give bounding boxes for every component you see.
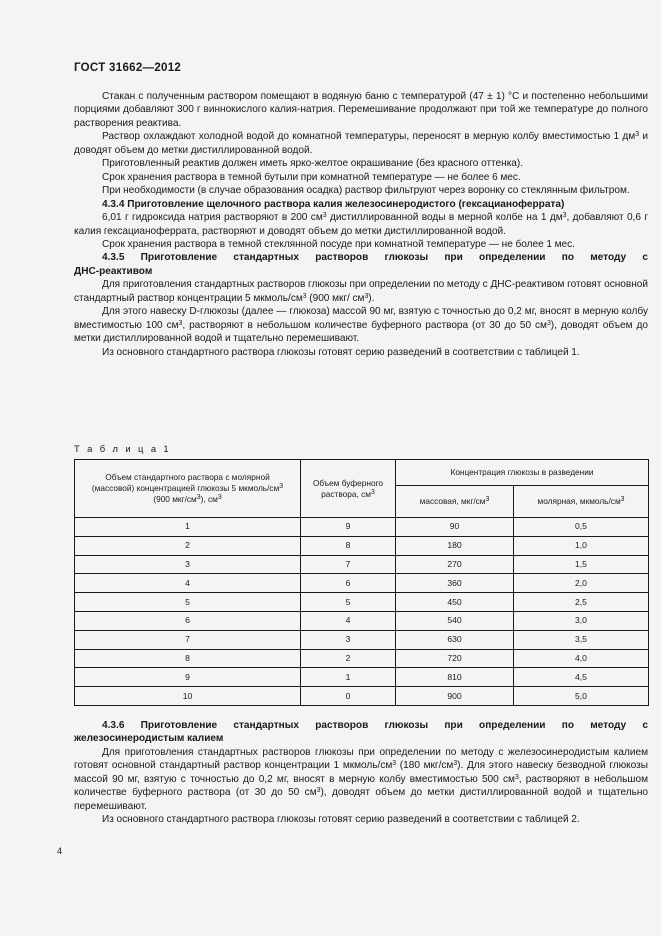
cell-mass-concentration: 450 [396, 593, 514, 612]
th-mass-concentration [396, 486, 514, 518]
cell-buffer-volume: 8 [301, 536, 396, 555]
sup-cubic-5: 3 [485, 496, 490, 504]
cell-molar-concentration: 3,5 [514, 630, 649, 649]
cell-buffer-volume: 7 [301, 555, 396, 574]
table-body [75, 518, 649, 706]
sup-cubic-4: 3 [370, 488, 375, 496]
cell-buffer-volume: 5 [301, 593, 396, 612]
table-row [75, 630, 649, 649]
paragraph-water-bath: Стакан с полученным раствором помещают в водяную баню с температурой (47 ± 1) °С и постепенно небольшими порциями добавляют 300 г виннокислого калия-натрия. Перемешивание продолжают при той же температуре до полного растворения реактива. [74, 91, 648, 129]
cell-mass-concentration: 270 [396, 555, 514, 574]
cell-mass-concentration: 810 [396, 668, 514, 687]
cell-buffer-volume: 6 [301, 574, 396, 593]
cell-buffer-volume: 4 [301, 611, 396, 630]
cell-molar-concentration: 3,0 [514, 611, 649, 630]
standard-header: ГОСТ 31662—2012 [74, 62, 182, 74]
cell-buffer-volume: 2 [301, 649, 396, 668]
paragraph-435-stock-solution: Для приготовления стандартных растворов глюкозы при определении по методу с ДНС-реактивом готовят основной стандартный раствор концентрации 5 мкмоль/$см^3$ (900 мкг/ $см^3$). [74, 279, 648, 304]
th-buffer-volume [301, 460, 396, 518]
th-line-2: (массовой) концентрацией глюкозы 5 мкмоль/см [91, 483, 280, 493]
table-glucose-dilutions-1 [74, 459, 649, 706]
table-1-caption: Т а б л и ц а 1 [74, 443, 172, 454]
table-row [75, 593, 649, 612]
sup-cubic-3: 3 [217, 493, 222, 501]
cell-standard-volume: 4 [75, 574, 301, 593]
cell-buffer-volume: 3 [301, 630, 396, 649]
heading-435-line1: 4.3.5 Приготовление стандартных растворов глюкозы при определении по методу с [102, 252, 648, 264]
cell-mass-concentration: 90 [396, 518, 514, 537]
table-row [75, 611, 649, 630]
cell-mass-concentration: 900 [396, 687, 514, 706]
th-line-3: (900 мкг/см [153, 494, 197, 504]
cell-standard-volume: 5 [75, 593, 301, 612]
th-molar-concentration [514, 486, 649, 518]
cell-mass-concentration: 360 [396, 574, 514, 593]
cell-standard-volume: 1 [75, 518, 301, 537]
paragraph-filtering: При необходимости (в случае образования осадка) раствор фильтруют через воронку со стеклянным фильтром. [102, 185, 630, 197]
heading-435-line2: ДНС-реактивом [74, 265, 153, 277]
th-buffer-line-1: Объем буферного [312, 477, 384, 488]
paragraph-storage-period: Срок хранения раствора в темной бутыли при комнатной температуре — не более 6 мес. [102, 171, 521, 183]
cell-molar-concentration: 1,0 [514, 536, 649, 555]
cell-molar-concentration: 0,5 [514, 518, 649, 537]
paragraph-435-dilutions: Из основного стандартного раствора глюкозы готовят серию разведений в соответствии с таблицей 1. [102, 346, 580, 358]
cell-mass-concentration: 630 [396, 630, 514, 649]
th-mass-label: массовая, мкг/см [419, 496, 486, 507]
sup-cubic-1: 3 [279, 482, 284, 490]
cell-standard-volume: 6 [75, 611, 301, 630]
sup-cubic-6: 3 [620, 496, 625, 504]
table-header [75, 460, 649, 518]
cell-buffer-volume: 9 [301, 518, 396, 537]
cell-standard-volume: 8 [75, 649, 301, 668]
cell-standard-volume: 7 [75, 630, 301, 649]
table-row [75, 555, 649, 574]
cell-molar-concentration: 2,0 [514, 574, 649, 593]
cell-molar-concentration: 4,0 [514, 649, 649, 668]
cell-mass-concentration: 540 [396, 611, 514, 630]
paragraph-435-weighing: Для этого навеску D-глюкозы (далее — глюкоза) массой 90 мг, взятую с точностью до 0,2 мг, вносят в мерную колбу вместимостью 100 $см^3$, растворяют в небольшом количестве буферного раствора (от 30 до 50 $см^3$), доводят объем до метки дистиллированной водой и тщательно перемешивают. [74, 306, 648, 345]
table-header-row-1 [75, 460, 649, 486]
table-row [75, 687, 649, 706]
body-text-block [74, 90, 648, 359]
paragraph-434-preparation: 6,01 г гидроксида натрия растворяют в 200 $см^3$ дистиллированной воды в мерной колбе на 1 $дм^3$, добавляют 0,6 г калия гексацианоферрата, растворяют и доводят объем до метки дистиллированной водой. [74, 211, 648, 237]
table-row [75, 574, 649, 593]
cell-standard-volume: 10 [75, 687, 301, 706]
th-standard-solution-volume [75, 460, 301, 518]
table-row [75, 649, 649, 668]
th-line-1: Объем стандартного раствора с молярной [105, 472, 270, 482]
heading-436-line1: 4.3.6 Приготовление стандартных растворов глюкозы при определении по методу с [102, 720, 648, 731]
paragraph-cooling: Раствор охлаждают холодной водой до комнатной температуры, переносят в мерную колбу вместимостью 1 $дм^3$ и доводят объем до метки дистиллированной водой. [74, 131, 648, 156]
th-glucose-concentration-group: Концентрация глюкозы в разведении [396, 460, 649, 486]
cell-molar-concentration: 1,5 [514, 555, 649, 574]
page-number: 4 [57, 846, 63, 856]
cell-standard-volume: 3 [75, 555, 301, 574]
cell-mass-concentration: 720 [396, 649, 514, 668]
table-row [75, 668, 649, 687]
table-row [75, 536, 649, 555]
section-436-block [74, 719, 648, 827]
cell-standard-volume: 9 [75, 668, 301, 687]
heading-436-line2: железосинеродистым калием [74, 733, 224, 745]
cell-mass-concentration: 180 [396, 536, 514, 555]
paragraph-reagent-color: Приготовленный реактив должен иметь ярко-желтое окрашивание (без красного оттенка). [102, 158, 524, 170]
th-molar-label: молярная, мкмоль/см [537, 496, 621, 507]
cell-molar-concentration: 2,5 [514, 593, 649, 612]
cell-buffer-volume: 1 [301, 668, 396, 687]
heading-434: 4.3.4 Приготовление щелочного раствора калия железосинеродистого (гексацианоферрата) [102, 198, 565, 210]
paragraph-436-stock-solution: Для приготовления стандартных растворов глюкозы при определении по методу с железосинеродистым калием готовят основной стандартный раствор концентрации 1 мкмоль/$см^3$ (180 мкг/$см^3$). Для этого навеску безводной глюкозы массой 90 мг, взятую с точностью до 0,2 мг, вносят в мерную колбу вместимостью 500 $см^3$, растворяют в небольшом количестве буферного раствора (от 30 до 50 $см^3$), доводят объем до метки дистиллированной водой и тщательно перемешивают. [74, 746, 649, 812]
sup-cubic-2: 3 [196, 493, 201, 501]
cell-molar-concentration: 5,0 [514, 687, 649, 706]
table-row [75, 518, 649, 537]
cell-molar-concentration: 4,5 [514, 668, 649, 687]
cell-standard-volume: 2 [75, 536, 301, 555]
th-line-4: ), см [200, 494, 218, 504]
th-buffer-line-2: раствора, см [321, 488, 371, 499]
paragraph-436-dilutions: Из основного стандартного раствора глюкозы готовят серию разведений в соответствии с таблицей 2. [102, 814, 580, 826]
cell-buffer-volume: 0 [301, 687, 396, 706]
paragraph-434-storage: Срок хранения раствора в темной стеклянной посуде при комнатной температуре — не более 1 мес. [102, 238, 575, 250]
